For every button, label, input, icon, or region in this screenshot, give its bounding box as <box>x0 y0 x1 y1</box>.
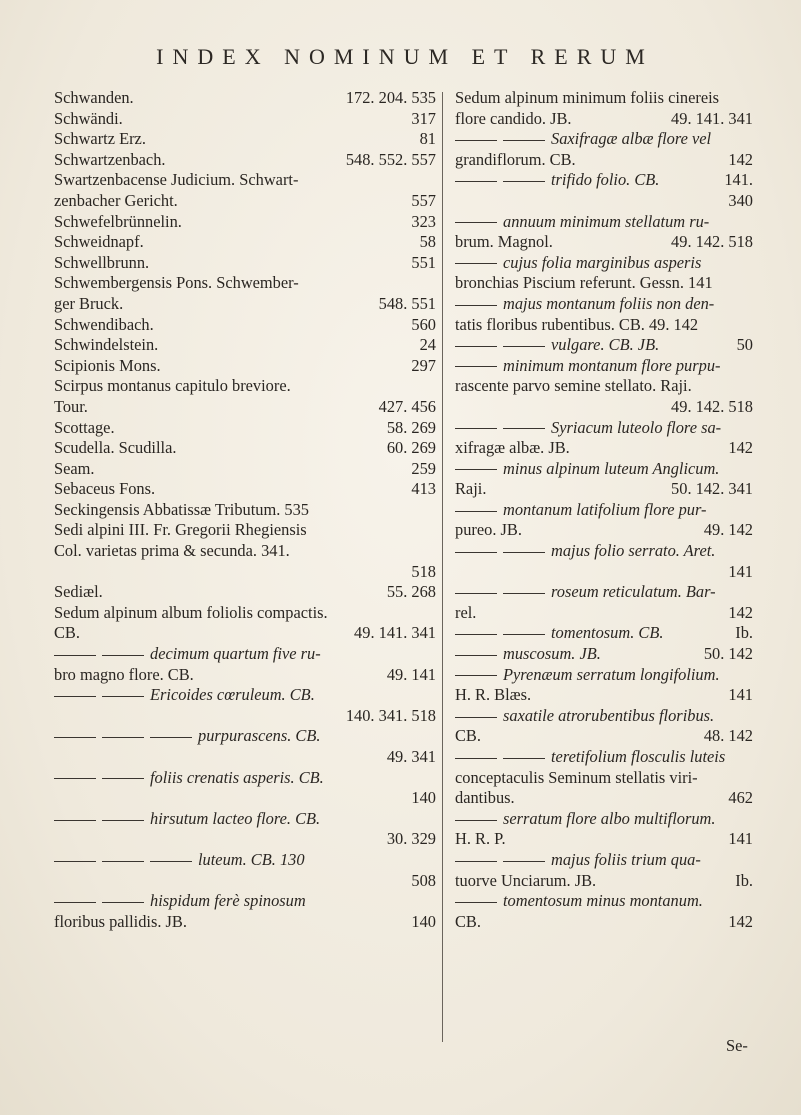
entry-text: tatis floribus rubentibus. CB. 49. 142 <box>455 314 699 334</box>
entry-text: Schwartzenbach. <box>54 149 166 169</box>
entry-text: hispidum ferè spinosum <box>150 891 306 911</box>
ditto-dash <box>455 222 497 223</box>
index-entry <box>54 541 436 562</box>
entry-text: Sebaceus Fons. <box>54 479 156 499</box>
entry-text: Schwindelstein. <box>54 335 159 355</box>
entry-text: Schwefelbrünnelin. <box>54 211 182 231</box>
entry-page-ref: 427. 456 <box>378 396 436 416</box>
ditto-dash <box>503 634 545 635</box>
index-entry <box>455 747 753 768</box>
index-entry <box>54 170 436 191</box>
ditto-dash <box>455 634 497 635</box>
ditto-dash <box>455 593 497 594</box>
entry-text: Col. varietas prima & secunda. 341. <box>54 541 290 561</box>
index-entry <box>455 520 753 541</box>
ditto-dash <box>455 717 497 718</box>
index-entry <box>54 685 436 706</box>
index-entry <box>54 829 436 850</box>
entry-page-ref: 142 <box>728 438 753 458</box>
index-entry <box>455 871 753 892</box>
index-entry <box>455 809 753 830</box>
index-entry <box>455 459 753 480</box>
entry-text: teretifolium flosculis luteis <box>551 747 726 766</box>
index-entry <box>54 150 436 171</box>
ditto-dash <box>455 552 497 553</box>
index-entry <box>455 768 753 789</box>
ditto-dash <box>102 778 144 779</box>
index-entry <box>455 603 753 624</box>
index-entry <box>54 315 436 336</box>
index-entry <box>54 582 436 603</box>
entry-text: foliis crenatis asperis. CB. <box>150 767 324 787</box>
entry-text: tomentosum. CB. <box>551 623 664 643</box>
entry-text: Ericoides cœruleum. CB. <box>150 685 315 705</box>
ditto-dash <box>102 820 144 821</box>
entry-text: dantibus. <box>455 788 515 808</box>
index-entry <box>54 191 436 212</box>
entry-page-ref: 30. 329 <box>386 829 436 849</box>
index-entry <box>455 294 753 315</box>
ditto-dash <box>102 902 144 903</box>
entry-text: roseum reticulatum. Bar- <box>551 582 716 602</box>
ditto-dash <box>503 181 545 182</box>
index-entry <box>54 438 436 459</box>
entry-text: Schwendibach. <box>54 314 154 334</box>
entry-page-ref: 50. 142. 341 <box>671 479 753 499</box>
entry-page-ref: 49. 341 <box>386 747 436 766</box>
entry-page-ref: 142 <box>728 602 753 622</box>
entry-page-ref: 49. 141. 341 <box>354 623 436 643</box>
ditto-dash <box>503 861 545 862</box>
entry-page-ref: 340 <box>728 190 753 210</box>
index-entry <box>54 871 436 892</box>
index-entry <box>455 726 753 747</box>
ditto-dash <box>150 737 192 738</box>
left-column <box>54 88 436 932</box>
index-entry <box>54 294 436 315</box>
index-entry <box>54 212 436 233</box>
index-entry <box>455 665 753 686</box>
index-entry <box>455 891 753 912</box>
entry-text: Tour. <box>54 396 88 416</box>
entry-page-ref: 142 <box>728 149 753 169</box>
ditto-dash <box>455 181 497 182</box>
index-entry <box>455 541 753 562</box>
entry-text: Sedum alpinum minimum foliis cinereis <box>455 88 720 107</box>
ditto-dash <box>503 346 545 347</box>
entry-page-ref: 50. 142 <box>703 644 753 664</box>
entry-text: conceptaculis Seminum stellatis viri- <box>455 767 698 787</box>
index-entry <box>54 623 436 644</box>
index-entry <box>455 253 753 274</box>
index-entry <box>54 747 436 768</box>
entry-text: majus foliis trium qua- <box>551 849 701 869</box>
entry-page-ref: 317 <box>411 108 436 128</box>
entry-page-ref: 81 <box>419 129 436 149</box>
index-entry <box>54 397 436 418</box>
page-header: INDEX NOMINUM ET RERUM <box>156 44 654 69</box>
ditto-dash <box>455 366 497 367</box>
entry-text: Schwartz Erz. <box>54 129 146 149</box>
index-entry <box>54 232 436 253</box>
entry-text: vulgare. CB. JB. <box>551 335 660 355</box>
entry-text: Sediæl. <box>54 582 103 602</box>
ditto-dash <box>503 593 545 594</box>
entry-page-ref: Ib. <box>735 623 753 643</box>
entry-text: hirsutum lacteo flore. CB. <box>150 808 321 828</box>
index-entry <box>455 562 753 583</box>
entry-text: serratum flore albo multiflorum. <box>503 808 716 828</box>
entry-text: luteum. CB. 130 <box>198 849 305 869</box>
entry-text: zenbacher Gericht. <box>54 190 178 210</box>
index-entry <box>54 88 436 109</box>
entry-page-ref: 548. 551 <box>378 293 436 313</box>
index-entry <box>455 273 753 294</box>
entry-page-ref: 560 <box>411 314 436 334</box>
index-entry <box>455 438 753 459</box>
entry-text: CB. <box>455 726 481 746</box>
entry-text: CB. <box>455 911 481 931</box>
index-entry <box>455 109 753 130</box>
entry-text: bro magno flore. CB. <box>54 664 194 684</box>
index-entry <box>54 665 436 686</box>
catchword: Se- <box>726 1036 748 1055</box>
ditto-dash <box>455 140 497 141</box>
entry-text: CB. <box>54 623 80 643</box>
entry-text: Seam. <box>54 458 95 478</box>
index-entry <box>54 335 436 356</box>
ditto-dash <box>102 696 144 697</box>
index-entry <box>54 500 436 521</box>
entry-text: Sedum alpinum album foliolis compactis. <box>54 602 328 622</box>
entry-page-ref: 141. <box>724 170 753 190</box>
index-entry <box>455 685 753 706</box>
entry-page-ref: 49. 142 <box>703 520 753 540</box>
index-entry <box>54 459 436 480</box>
entry-page-ref: 50 <box>736 335 753 355</box>
entry-page-ref: 140 <box>411 911 436 931</box>
entry-page-ref: 259 <box>411 458 436 478</box>
entry-text: Schwändi. <box>54 108 123 128</box>
entry-page-ref: 557 <box>411 190 436 210</box>
entry-page-ref: 323 <box>411 211 436 231</box>
index-entry <box>455 623 753 644</box>
index-entry <box>54 603 436 624</box>
index-entry <box>54 726 436 747</box>
entry-page-ref: 462 <box>728 788 753 808</box>
entry-page-ref: 518 <box>411 561 436 581</box>
entry-page-ref: 508 <box>411 870 436 890</box>
entry-text: Seckingensis Abbatissæ Tributum. 535 <box>54 499 309 519</box>
ditto-dash <box>455 675 497 676</box>
entry-page-ref: 141 <box>728 829 753 849</box>
entry-page-ref: 140 <box>411 788 436 808</box>
ditto-dash <box>455 469 497 470</box>
index-entry <box>455 829 753 850</box>
index-entry <box>455 376 753 397</box>
entry-page-ref: 142 <box>728 911 753 931</box>
index-entry <box>54 356 436 377</box>
entry-text: Pyrenæum serratum longifolium. <box>503 664 720 684</box>
ditto-dash <box>455 428 497 429</box>
ditto-dash <box>503 428 545 429</box>
index-entry <box>455 191 753 212</box>
ditto-dash <box>503 552 545 553</box>
ditto-dash <box>102 737 144 738</box>
entry-text: Scipionis Mons. <box>54 355 161 375</box>
entry-text: Schwanden. <box>54 88 134 107</box>
ditto-dash <box>455 511 497 512</box>
entry-page-ref: 551 <box>411 252 436 272</box>
ditto-dash <box>54 696 96 697</box>
index-entry <box>54 129 436 150</box>
index-entry <box>54 562 436 583</box>
entry-text: tomentosum minus montanum. <box>503 891 703 911</box>
index-entry <box>54 912 436 933</box>
entry-text: Sedi alpini III. Fr. Gregorii Rhegiensis <box>54 520 307 540</box>
entry-page-ref: 58 <box>419 232 436 252</box>
index-entry <box>455 150 753 171</box>
ditto-dash <box>455 758 497 759</box>
ditto-dash <box>102 655 144 656</box>
entry-text: ger Bruck. <box>54 293 124 313</box>
ditto-dash <box>503 758 545 759</box>
index-entry <box>455 335 753 356</box>
index-entry <box>455 912 753 933</box>
entry-text: Syriacum luteolo flore sa- <box>551 417 722 437</box>
index-entry <box>54 768 436 789</box>
ditto-dash <box>455 346 497 347</box>
index-entry <box>54 479 436 500</box>
index-entry <box>54 273 436 294</box>
ditto-dash <box>455 263 497 264</box>
entry-text: rascente parvo semine stellato. Raji. <box>455 376 692 396</box>
entry-text: H. R. P. <box>455 829 506 849</box>
entry-page-ref: 49. 141. 341 <box>671 108 753 128</box>
entry-page-ref: 49. 141 <box>386 664 436 684</box>
index-entry <box>54 788 436 809</box>
entry-text: Schwellbrunn. <box>54 252 150 272</box>
entry-page-ref: Ib. <box>735 870 753 890</box>
ditto-dash <box>455 655 497 656</box>
entry-text: grandiflorum. CB. <box>455 149 576 169</box>
column-divider <box>442 92 443 1042</box>
entry-page-ref: 24 <box>419 335 436 355</box>
entry-page-ref: 49. 142. 518 <box>671 396 753 416</box>
entry-text: xifragæ albæ. JB. <box>455 438 570 458</box>
entry-text: majus montanum foliis non den- <box>503 293 715 313</box>
entry-page-ref: 55. 268 <box>386 582 436 602</box>
index-entry <box>455 356 753 377</box>
right-column <box>455 88 753 932</box>
index-entry <box>455 479 753 500</box>
ditto-dash <box>54 655 96 656</box>
index-entry <box>54 520 436 541</box>
index-entry <box>54 253 436 274</box>
entry-page-ref: 140. 341. 518 <box>345 705 436 725</box>
ditto-dash <box>54 778 96 779</box>
entry-page-ref: 413 <box>411 479 436 499</box>
entry-text: montanum latifolium flore pur- <box>503 499 707 519</box>
ditto-dash <box>102 861 144 862</box>
entry-page-ref: 58. 269 <box>386 417 436 437</box>
entry-text: decimum quartum five ru- <box>150 644 321 664</box>
index-entry <box>455 170 753 191</box>
entry-page-ref: 60. 269 <box>386 438 436 458</box>
index-entry <box>455 315 753 336</box>
entry-text: Swartzenbacense Judicium. Schwart- <box>54 170 299 190</box>
entry-text: rel. <box>455 602 477 622</box>
entry-text: Schweidnapf. <box>54 232 144 252</box>
index-entry <box>455 129 753 150</box>
entry-page-ref: 297 <box>411 355 436 375</box>
entry-page-ref: 141 <box>728 561 753 581</box>
index-entry <box>54 850 436 871</box>
index-entry <box>455 88 753 109</box>
index-entry <box>54 418 436 439</box>
index-entry <box>54 109 436 130</box>
index-entry <box>455 500 753 521</box>
index-entry <box>455 582 753 603</box>
entry-text: majus folio serrato. Aret. <box>551 541 716 561</box>
index-entry <box>455 232 753 253</box>
entry-text: bronchias Piscium referunt. Gessn. 141 <box>455 273 713 293</box>
entry-text: Scirpus montanus capitulo breviore. <box>54 376 291 396</box>
entry-text: muscosum. JB. <box>503 644 601 664</box>
index-entry <box>54 706 436 727</box>
index-entry <box>455 397 753 418</box>
ditto-dash <box>54 902 96 903</box>
entry-page-ref: 49. 142. 518 <box>671 232 753 252</box>
ditto-dash <box>455 861 497 862</box>
ditto-dash <box>503 140 545 141</box>
entry-text: flore candido. JB. <box>455 108 572 128</box>
entry-text: Scottage. <box>54 417 115 437</box>
entry-page-ref: 141 <box>728 685 753 705</box>
ditto-dash <box>54 737 96 738</box>
ditto-dash <box>54 861 96 862</box>
entry-text: Scudella. Scudilla. <box>54 438 177 458</box>
ditto-dash <box>455 305 497 306</box>
index-entry <box>54 376 436 397</box>
entry-text: cujus folia marginibus asperis <box>503 252 702 272</box>
ditto-dash <box>54 820 96 821</box>
entry-page-ref: 548. 552. 557 <box>345 149 436 169</box>
entry-text: Schwembergensis Pons. Schwember- <box>54 273 299 293</box>
index-entry <box>455 850 753 871</box>
entry-text: trifido folio. CB. <box>551 170 660 190</box>
index-entry <box>455 644 753 665</box>
index-entry <box>455 418 753 439</box>
entry-text: minimum montanum flore purpu- <box>503 355 721 375</box>
index-entry <box>54 891 436 912</box>
index-entry <box>54 644 436 665</box>
entry-text: floribus pallidis. JB. <box>54 911 187 931</box>
ditto-dash <box>455 902 497 903</box>
entry-text: purpurascens. CB. <box>198 726 321 746</box>
entry-text: H. R. Blæs. <box>455 685 532 705</box>
entry-text: saxatile atrorubentibus floribus. <box>503 705 715 725</box>
index-entry <box>455 706 753 727</box>
entry-text: annuum minimum stellatum ru- <box>503 211 710 231</box>
index-entry <box>455 212 753 233</box>
entry-text: brum. Magnol. <box>455 232 553 252</box>
entry-text: minus alpinum luteum Anglicum. <box>503 458 720 478</box>
entry-page-ref: 48. 142 <box>703 726 753 746</box>
entry-page-ref: 172. 204. 535 <box>345 88 436 107</box>
entry-text: Saxifragæ albæ flore vel <box>551 129 712 149</box>
entry-text: Raji. <box>455 479 487 499</box>
entry-text: pureo. JB. <box>455 520 522 540</box>
index-entry <box>54 809 436 830</box>
ditto-dash <box>455 820 497 821</box>
entry-text: tuorve Unciarum. JB. <box>455 870 597 890</box>
index-entry <box>455 788 753 809</box>
ditto-dash <box>150 861 192 862</box>
